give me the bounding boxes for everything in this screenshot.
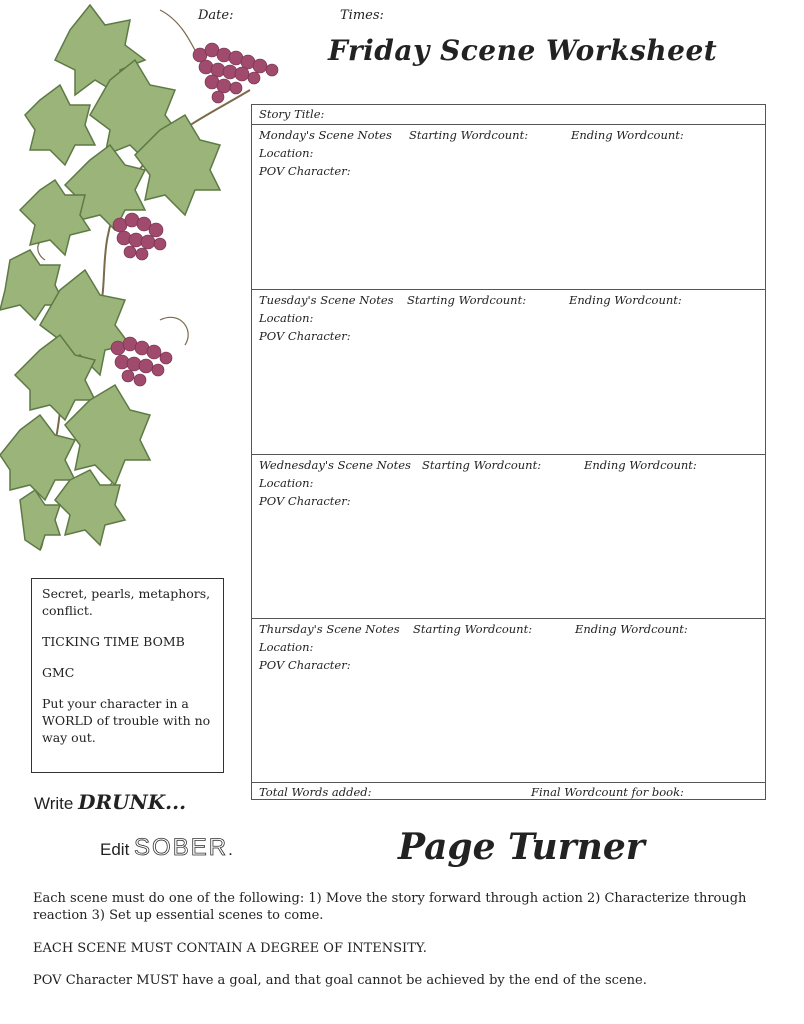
motto-write: Write [34, 794, 74, 813]
tips-box [31, 578, 224, 773]
wednesday-starting-wordcount-label: Starting Wordcount: [422, 458, 542, 472]
wednesday-pov-label: POV Character: [259, 494, 351, 508]
tuesday-section [252, 289, 765, 454]
total-words-added-label: Total Words added: [259, 785, 372, 799]
thursday-section [252, 618, 765, 782]
grape-vine-illustration [0, 0, 290, 560]
tip-gmc: GMC [42, 665, 75, 680]
footer-paragraph-3: POV Character MUST have a goal, and that goal cannot be achieved by the end of the scene. [33, 973, 647, 988]
monday-section [252, 124, 765, 289]
monday-pov-label: POV Character: [259, 164, 351, 178]
monday-notes-label: Monday's Scene Notes [259, 128, 392, 142]
motto-write-drunk [34, 790, 186, 814]
story-title-label: Story Title: [259, 107, 325, 121]
times-label: Times: [340, 8, 384, 23]
wednesday-location-label: Location: [259, 476, 314, 490]
tuesday-ending-wordcount-label: Ending Wordcount: [569, 293, 682, 307]
wednesday-ending-wordcount-label: Ending Wordcount: [584, 458, 697, 472]
footer-paragraph-1: Each scene must do one of the following: 1) Move the story forward through action 2) Characterize through reaction 3) Set up essential scenes to come. [33, 891, 747, 923]
tip-world-of-trouble: Put your character in a WORLD of trouble with no way out. [42, 696, 211, 745]
thursday-location-label: Location: [259, 640, 314, 654]
final-wordcount-label: Final Wordcount for book: [531, 785, 684, 799]
tip-secret-pearls: Secret, pearls, metaphors, conflict. [42, 586, 211, 618]
motto-sober: SOBER [134, 834, 229, 861]
page-title: Friday Scene Worksheet [328, 34, 718, 67]
monday-ending-wordcount-label: Ending Wordcount: [571, 128, 684, 142]
wednesday-notes-label: Wednesday's Scene Notes [259, 458, 411, 472]
wednesday-section [252, 454, 765, 618]
motto-period: . [228, 840, 233, 859]
footer-paragraph-2: EACH SCENE MUST CONTAIN A DEGREE OF INTENSITY. [33, 941, 427, 956]
monday-starting-wordcount-label: Starting Wordcount: [409, 128, 529, 142]
motto-edit-sober [100, 834, 233, 862]
leaf-13 [20, 490, 60, 550]
totals-row [252, 782, 765, 800]
tuesday-starting-wordcount-label: Starting Wordcount: [407, 293, 527, 307]
scene-worksheet-table [251, 104, 766, 800]
tuesday-pov-label: POV Character: [259, 329, 351, 343]
thursday-ending-wordcount-label: Ending Wordcount: [575, 622, 688, 636]
thursday-pov-label: POV Character: [259, 658, 351, 672]
brand-page-turner: Page Turner [398, 826, 645, 868]
thursday-notes-label: Thursday's Scene Notes [259, 622, 400, 636]
motto-edit: Edit [100, 840, 130, 859]
date-label: Date: [198, 8, 234, 23]
tuesday-location-label: Location: [259, 311, 314, 325]
motto-drunk: DRUNK... [78, 790, 187, 814]
tip-ticking-time-bomb: TICKING TIME BOMB [42, 634, 185, 649]
tuesday-notes-label: Tuesday's Scene Notes [259, 293, 394, 307]
leaf-4 [25, 85, 95, 165]
thursday-starting-wordcount-label: Starting Wordcount: [413, 622, 533, 636]
monday-location-label: Location: [259, 146, 314, 160]
